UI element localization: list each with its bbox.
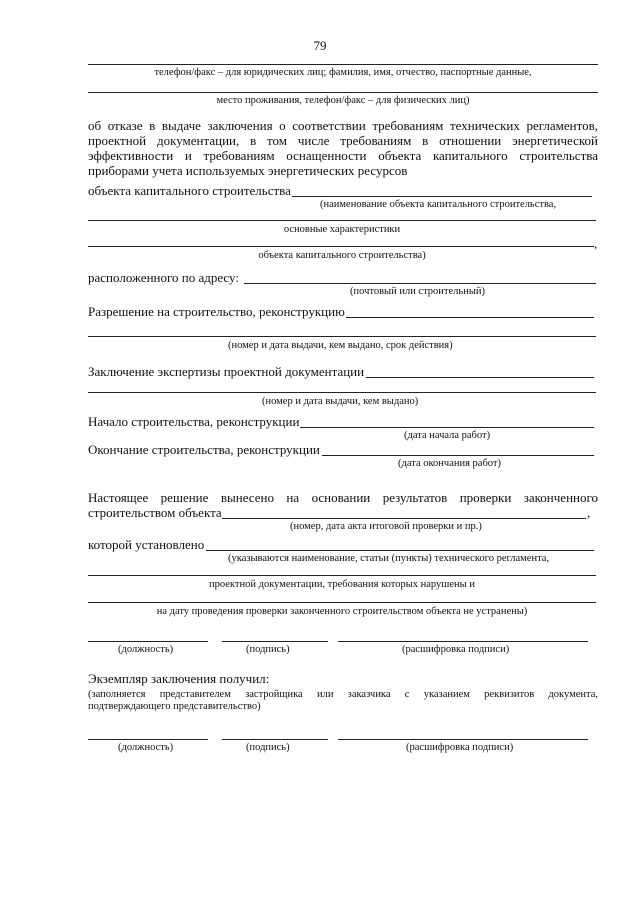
signature2-position-caption: (должность)	[118, 742, 174, 753]
established-line-2	[88, 575, 596, 576]
signature1-decoding-caption: (расшифровка подписи)	[402, 644, 510, 655]
signature2-decoding-line	[338, 739, 588, 740]
applicant-physical-caption: место проживания, телефон/факс – для физических лиц)	[216, 95, 470, 106]
applicant-line-2	[88, 92, 598, 93]
decision-caption: (номер, дата акта итоговой проверки и пр.)	[290, 521, 482, 532]
signature2-signature-caption: (подпись)	[246, 742, 290, 753]
copy-received-title: Экземпляр заключения получил:	[88, 671, 270, 686]
end-line	[322, 455, 594, 456]
signature1-signature-caption: (подпись)	[246, 644, 290, 655]
object-label: объекта капитального строительства	[88, 183, 291, 198]
object-name-caption: (наименование объекта капитального строительства,	[320, 199, 557, 210]
decision-line-1: Настоящее решение вынесено на основании результатов проверки законченного	[88, 490, 598, 505]
decision-line-2-label: строительством объекта	[88, 505, 222, 520]
applicant-legal-caption: телефон/факс – для юридических лиц; фамилия, имя, отчество, паспортные данные,	[154, 67, 532, 78]
established-label: которой установлено	[88, 537, 205, 552]
end-caption: (дата окончания работ)	[398, 458, 502, 469]
start-line	[300, 427, 594, 428]
expertise-line-1	[366, 377, 594, 378]
established-line-1	[206, 550, 594, 551]
refusal-line-4: приборами учета используемых энергетических ресурсов	[88, 163, 408, 178]
signature2-decoding-caption: (расшифровка подписи)	[406, 742, 514, 753]
signature1-position-line	[88, 641, 208, 642]
signature1-position-caption: (должность)	[118, 644, 174, 655]
permit-caption: (номер и дата выдачи, кем выдано, срок действия)	[228, 340, 453, 351]
object-caption: объекта капитального строительства)	[258, 250, 426, 261]
address-line	[244, 283, 596, 284]
expertise-line-2	[88, 392, 596, 393]
object-name-line	[292, 196, 592, 197]
signature2-signature-line	[222, 739, 328, 740]
permit-line-2	[88, 336, 596, 337]
signature1-decoding-line	[338, 641, 588, 642]
refusal-line-2: проектной документации, в том числе требованиям в отношении энергетической	[88, 133, 598, 148]
expertise-caption: (номер и дата выдачи, кем выдано)	[262, 396, 419, 407]
established-caption-1: (указываются наименование, статьи (пункты) технического регламента,	[228, 553, 550, 564]
copy-received-note-1: (заполняется представителем застройщика или заказчика с указанием реквизитов документа,	[88, 689, 598, 700]
start-caption: (дата начала работ)	[404, 430, 491, 441]
signature1-signature-line	[222, 641, 328, 642]
address-label: расположенного по адресу:	[88, 270, 239, 285]
page-number: 79	[313, 38, 327, 53]
end-label: Окончание строительства, реконструкции	[88, 442, 320, 457]
object-characteristics-caption: основные характеристики	[283, 224, 401, 235]
expertise-label: Заключение экспертизы проектной документации	[88, 364, 365, 379]
copy-received-note-2: подтверждающего представительство)	[88, 701, 261, 712]
start-label: Начало строительства, реконструкции	[88, 414, 300, 429]
signature2-position-line	[88, 739, 208, 740]
object-comma: ,	[594, 236, 598, 251]
refusal-line-3: эффективности и требованиям оснащенности объекта капитального строительства	[88, 148, 598, 163]
address-caption: (почтовый или строительный)	[350, 286, 485, 297]
object-characteristics-line	[88, 220, 596, 221]
permit-line-1	[346, 317, 594, 318]
decision-line	[222, 518, 586, 519]
established-line-3	[88, 602, 596, 603]
decision-comma: ,	[587, 505, 591, 520]
applicant-line-1	[88, 64, 598, 65]
established-caption-2: проектной документации, требования которых нарушены и	[209, 579, 475, 590]
refusal-line-1: об отказе в выдаче заключения о соответствии требованиям технических регламентов,	[88, 118, 598, 133]
object-line-3	[88, 246, 594, 247]
established-caption-3: на дату проведения проверки законченного строительством объекта не устранены)	[156, 606, 528, 617]
permit-label: Разрешение на строительство, реконструкцию	[88, 304, 345, 319]
